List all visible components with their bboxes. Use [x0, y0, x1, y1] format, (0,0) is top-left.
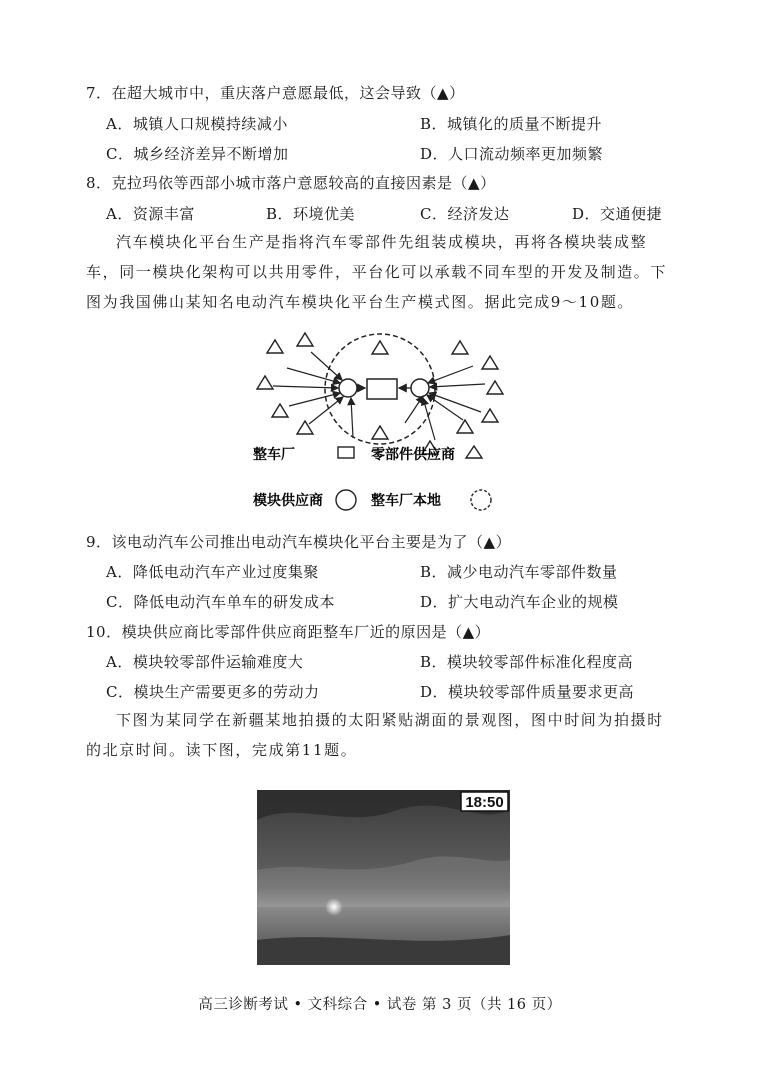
- question-9-option-a: A．降低电动汽车产业过度集聚: [106, 563, 319, 581]
- module-supplier-right: [411, 379, 429, 397]
- parts-supplier-triangle: [457, 420, 473, 433]
- parts-supplier-triangle: [372, 426, 388, 439]
- question-7-option-d: D．人口流动频率更加频繁: [420, 145, 604, 163]
- lake-sunset-photo: [257, 790, 510, 965]
- modular-production-diagram: [245, 328, 515, 523]
- question-7-option-c: C．城乡经济差异不断增加: [106, 145, 289, 163]
- question-10-stem: 10．模块供应商比零部件供应商距整车厂近的原因是（▲）: [86, 623, 491, 641]
- question-10-option-a: A．模块较零部件运输难度大: [106, 653, 304, 671]
- question-8-stem: 8．克拉玛依等西部小城市落户意愿较高的直接因素是（▲）: [86, 174, 496, 192]
- parts-supplier-triangle: [452, 341, 468, 354]
- legend-circle-icon: [336, 490, 356, 510]
- question-9-option-b: B．减少电动汽车零部件数量: [420, 563, 618, 581]
- legend-box-icon: [338, 447, 354, 458]
- question-8-option-d: D．交通便捷: [572, 205, 663, 223]
- supply-arrow: [430, 384, 485, 387]
- sun: [325, 898, 343, 916]
- legend-module-supplier-label: 模块供应商: [253, 492, 323, 508]
- assembly-plant-box: [367, 379, 397, 399]
- question-7-stem: 7．在超大城市中，重庆落户意愿最低，这会导致（▲）: [86, 84, 465, 102]
- passage-photo-intro: 下图为某同学在新疆某地拍摄的太阳紧贴湖面的景观图，图中时间为拍摄时的北京时间。读下图，完成第11题。: [86, 711, 664, 759]
- parts-supplier-triangle: [272, 404, 288, 417]
- question-7-option-b: B．城镇化的质量不断提升: [420, 115, 603, 133]
- question-9-option-c: C．降低电动汽车单车的研发成本: [106, 593, 335, 611]
- supply-arrow: [273, 386, 338, 388]
- question-9-stem: 9．该电动汽车公司推出电动汽车模块化平台主要是为了（▲）: [86, 533, 512, 551]
- question-10-option-b: B．模块较零部件标准化程度高: [420, 653, 634, 671]
- legend-dashed-circle-icon: [471, 490, 491, 510]
- question-7-option-a: A．城镇人口规模持续减小: [106, 115, 288, 133]
- parts-supplier-triangle: [482, 409, 498, 422]
- legend-parts-supplier-label: 零部件供应商: [371, 446, 455, 462]
- parts-supplier-triangle: [257, 376, 273, 389]
- parts-supplier-triangle: [487, 381, 503, 394]
- parts-supplier-triangle: [297, 333, 313, 346]
- module-supplier-left: [339, 379, 357, 397]
- time-stamp: 18:50: [465, 794, 504, 811]
- legend-assembly-plant-label: 整车厂: [253, 446, 295, 462]
- question-10-option-d: D．模块较零部件质量要求更高: [420, 683, 635, 701]
- page-footer: 高三诊断考试 • 文科综合 • 试卷 第 3 页（共 16 页）: [198, 997, 562, 1013]
- parts-supplier-triangle: [372, 341, 388, 354]
- legend-plant-local-label: 整车厂本地: [371, 492, 441, 508]
- supply-arrow: [405, 396, 423, 423]
- legend-triangle-icon: [466, 446, 482, 458]
- parts-supplier-triangle: [482, 356, 498, 369]
- question-8-option-b: B．环境优美: [266, 205, 356, 223]
- question-9-option-d: D．扩大电动汽车企业的规模: [420, 593, 619, 611]
- supply-arrow: [289, 393, 340, 406]
- supply-arrow: [423, 398, 435, 440]
- supply-arrow: [351, 398, 353, 438]
- question-8-option-c: C．经济发达: [420, 205, 510, 223]
- question-10-option-c: C．模块生产需要更多的劳动力: [106, 683, 320, 701]
- question-8-option-a: A．资源丰富: [106, 205, 195, 223]
- passage-modular-platform: 汽车模块化平台生产是指将汽车零部件先组装成模块，再将各模块装成整车，同一模块化架构可以共用零件，平台化可以承载不同车型的开发及制造。下图为我国佛山某知名电动汽车模块化平台生产模式图。据此完成9～10题。: [86, 233, 668, 311]
- parts-supplier-triangle: [267, 340, 283, 353]
- supply-arrow: [428, 366, 473, 383]
